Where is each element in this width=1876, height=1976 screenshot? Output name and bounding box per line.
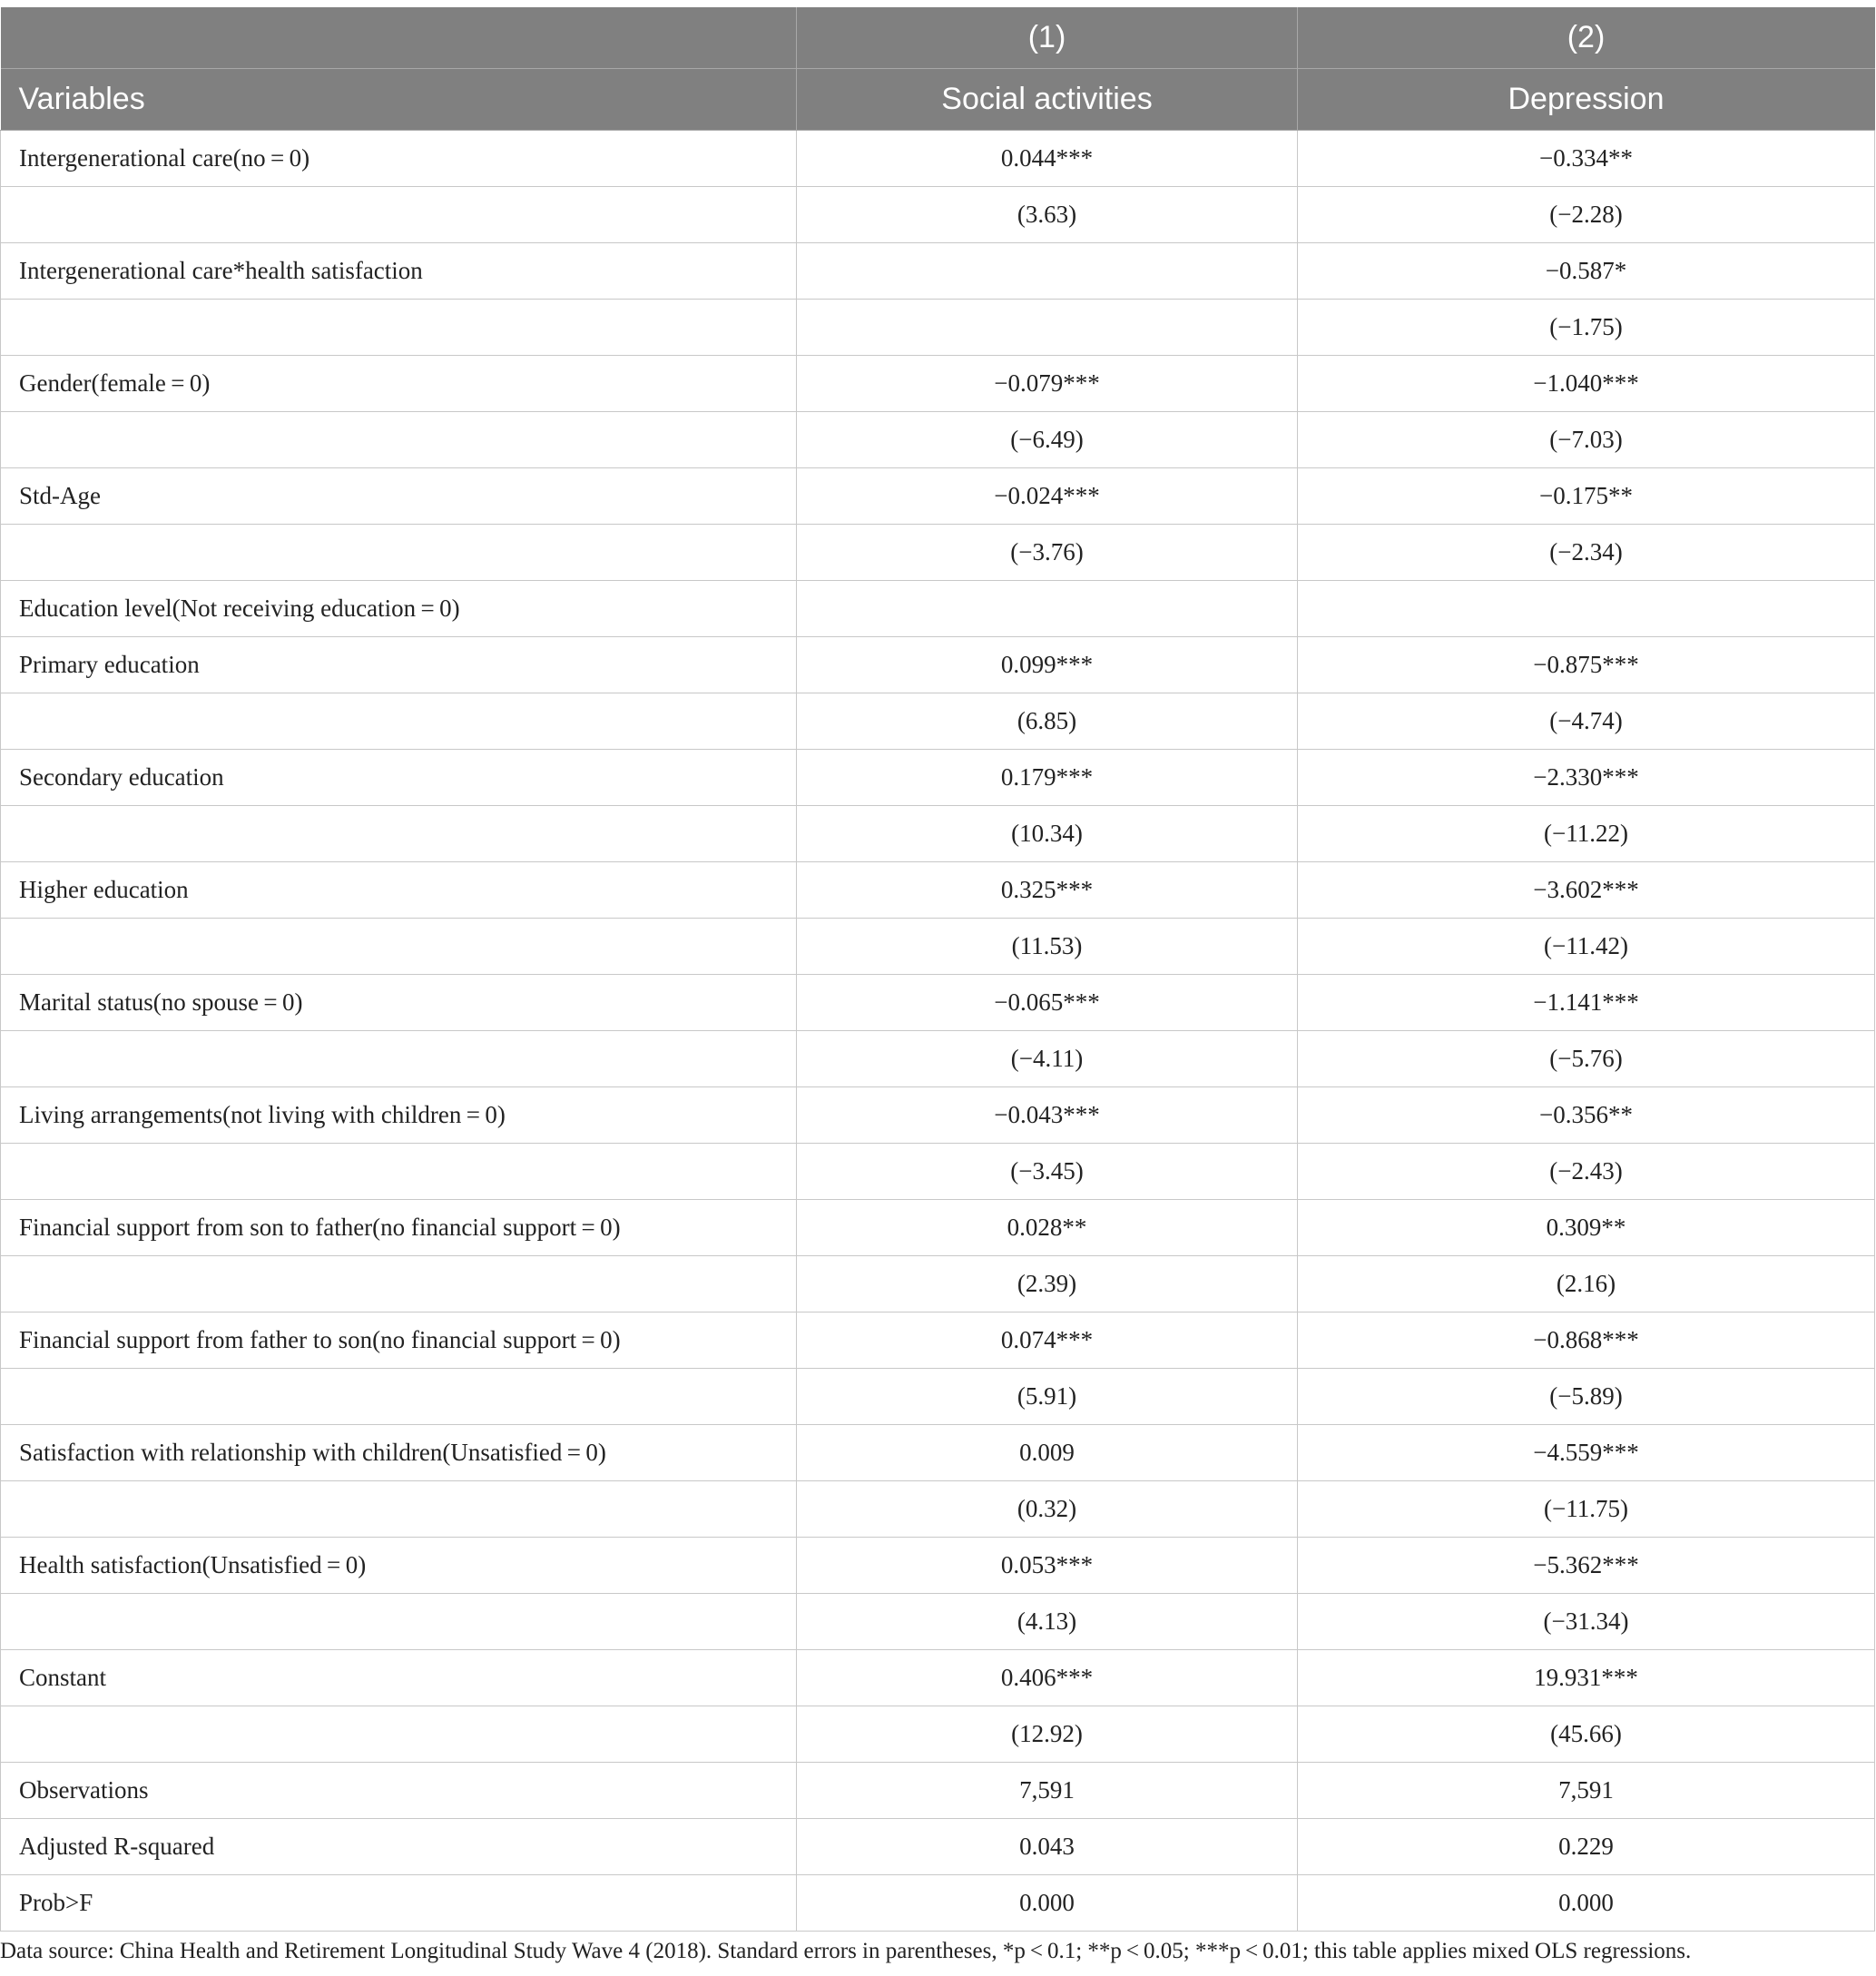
variable-cell: Intergenerational care(no = 0) <box>1 131 797 187</box>
table-row <box>1 187 1875 243</box>
depression-cell: (−31.34) <box>1298 1594 1875 1650</box>
variable-cell <box>1 1256 797 1312</box>
table-row <box>1 356 1875 412</box>
social-activities-cell <box>797 581 1298 637</box>
table-header <box>1 7 1875 131</box>
depression-cell: −0.868*** <box>1298 1312 1875 1369</box>
table-row <box>1 975 1875 1031</box>
depression-cell: (−11.42) <box>1298 919 1875 975</box>
depression-cell: −0.875*** <box>1298 637 1875 693</box>
table-row <box>1 1312 1875 1369</box>
depression-cell: (45.66) <box>1298 1706 1875 1763</box>
depression-cell: −0.334** <box>1298 131 1875 187</box>
variable-cell <box>1 1594 797 1650</box>
social-activities-cell: (3.63) <box>797 187 1298 243</box>
variable-cell <box>1 1144 797 1200</box>
regression-table <box>0 7 1875 1932</box>
table-row <box>1 1369 1875 1425</box>
social-activities-cell: 0.009 <box>797 1425 1298 1481</box>
depression-cell: −1.040*** <box>1298 356 1875 412</box>
table-row <box>1 1256 1875 1312</box>
variable-cell: Observations <box>1 1763 797 1819</box>
header-depression: Depression <box>1298 69 1875 131</box>
variable-cell: Std-Age <box>1 468 797 525</box>
depression-cell: −1.141*** <box>1298 975 1875 1031</box>
depression-cell: (−7.03) <box>1298 412 1875 468</box>
variable-cell <box>1 300 797 356</box>
regression-table-container <box>0 7 1876 1932</box>
depression-cell: −0.587* <box>1298 243 1875 300</box>
table-row <box>1 806 1875 862</box>
variable-cell <box>1 1706 797 1763</box>
depression-cell: 0.000 <box>1298 1875 1875 1932</box>
social-activities-cell: −0.065*** <box>797 975 1298 1031</box>
depression-cell: −5.362*** <box>1298 1538 1875 1594</box>
social-activities-cell: (11.53) <box>797 919 1298 975</box>
social-activities-cell: 0.053*** <box>797 1538 1298 1594</box>
variable-cell <box>1 412 797 468</box>
table-row <box>1 300 1875 356</box>
social-activities-cell <box>797 300 1298 356</box>
variable-cell: Education level(Not receiving education = 0) <box>1 581 797 637</box>
header-model-2: (2) <box>1298 7 1875 69</box>
variable-cell: Constant <box>1 1650 797 1706</box>
social-activities-cell: (0.32) <box>797 1481 1298 1538</box>
social-activities-cell: −0.043*** <box>797 1087 1298 1144</box>
header-model-1: (1) <box>797 7 1298 69</box>
depression-cell: (−5.76) <box>1298 1031 1875 1087</box>
table-row <box>1 750 1875 806</box>
variable-cell <box>1 1481 797 1538</box>
table-footnote: Data source: China Health and Retirement Longitudinal Study Wave 4 (2018). Standard errors in parentheses, *p < 0.1; **p < 0.05; ***p < 0.01; this table applies mixed OLS regressions. <box>0 1939 1692 1963</box>
table-row <box>1 1650 1875 1706</box>
variable-cell <box>1 1369 797 1425</box>
depression-cell: −2.330*** <box>1298 750 1875 806</box>
table-row <box>1 1538 1875 1594</box>
social-activities-cell: (4.13) <box>797 1594 1298 1650</box>
variable-cell: Health satisfaction(Unsatisfied = 0) <box>1 1538 797 1594</box>
header-empty-cell <box>1 7 797 69</box>
table-row <box>1 468 1875 525</box>
header-row-column-names <box>1 69 1875 131</box>
social-activities-cell: (−3.76) <box>797 525 1298 581</box>
variable-cell: Marital status(no spouse = 0) <box>1 975 797 1031</box>
depression-cell: (−5.89) <box>1298 1369 1875 1425</box>
depression-cell: (−2.43) <box>1298 1144 1875 1200</box>
table-row <box>1 1200 1875 1256</box>
variable-cell: Higher education <box>1 862 797 919</box>
variable-cell <box>1 919 797 975</box>
variable-cell: Primary education <box>1 637 797 693</box>
social-activities-cell: (−6.49) <box>797 412 1298 468</box>
depression-cell: (−2.34) <box>1298 525 1875 581</box>
header-row-model-numbers <box>1 7 1875 69</box>
header-variables: Variables <box>1 69 797 131</box>
social-activities-cell <box>797 243 1298 300</box>
social-activities-cell: 0.179*** <box>797 750 1298 806</box>
depression-cell: (−2.28) <box>1298 187 1875 243</box>
table-row <box>1 1875 1875 1932</box>
table-row <box>1 1087 1875 1144</box>
variable-cell <box>1 693 797 750</box>
table-row <box>1 1763 1875 1819</box>
table-row <box>1 862 1875 919</box>
variable-cell: Adjusted R-squared <box>1 1819 797 1875</box>
depression-cell: 7,591 <box>1298 1763 1875 1819</box>
variable-cell: Prob>F <box>1 1875 797 1932</box>
depression-cell: (−4.74) <box>1298 693 1875 750</box>
depression-cell: 19.931*** <box>1298 1650 1875 1706</box>
depression-cell: 0.309** <box>1298 1200 1875 1256</box>
variable-cell <box>1 806 797 862</box>
header-social-activities: Social activities <box>797 69 1298 131</box>
variable-cell: Intergenerational care*health satisfaction <box>1 243 797 300</box>
social-activities-cell: 0.000 <box>797 1875 1298 1932</box>
variable-cell <box>1 525 797 581</box>
table-row <box>1 1594 1875 1650</box>
table-row <box>1 131 1875 187</box>
social-activities-cell: 0.044*** <box>797 131 1298 187</box>
social-activities-cell: 7,591 <box>797 1763 1298 1819</box>
table-row <box>1 412 1875 468</box>
social-activities-cell: 0.099*** <box>797 637 1298 693</box>
table-row <box>1 919 1875 975</box>
table-row <box>1 581 1875 637</box>
table-row <box>1 693 1875 750</box>
table-row <box>1 1425 1875 1481</box>
table-body <box>1 131 1875 1932</box>
table-row <box>1 637 1875 693</box>
social-activities-cell: −0.024*** <box>797 468 1298 525</box>
depression-cell: (−11.22) <box>1298 806 1875 862</box>
social-activities-cell: (−4.11) <box>797 1031 1298 1087</box>
social-activities-cell: (6.85) <box>797 693 1298 750</box>
social-activities-cell: (−3.45) <box>797 1144 1298 1200</box>
social-activities-cell: (12.92) <box>797 1706 1298 1763</box>
variable-cell: Living arrangements(not living with children = 0) <box>1 1087 797 1144</box>
depression-cell: 0.229 <box>1298 1819 1875 1875</box>
depression-cell: −4.559*** <box>1298 1425 1875 1481</box>
table-row <box>1 1144 1875 1200</box>
depression-cell: (−11.75) <box>1298 1481 1875 1538</box>
social-activities-cell: 0.325*** <box>797 862 1298 919</box>
social-activities-cell: (10.34) <box>797 806 1298 862</box>
table-row <box>1 1481 1875 1538</box>
depression-cell: −3.602*** <box>1298 862 1875 919</box>
depression-cell: −0.356** <box>1298 1087 1875 1144</box>
social-activities-cell: −0.079*** <box>797 356 1298 412</box>
table-row <box>1 525 1875 581</box>
variable-cell: Satisfaction with relationship with children(Unsatisfied = 0) <box>1 1425 797 1481</box>
table-row <box>1 243 1875 300</box>
table-row <box>1 1706 1875 1763</box>
table-row <box>1 1819 1875 1875</box>
variable-cell: Financial support from father to son(no financial support = 0) <box>1 1312 797 1369</box>
depression-cell <box>1298 581 1875 637</box>
depression-cell: (−1.75) <box>1298 300 1875 356</box>
social-activities-cell: 0.074*** <box>797 1312 1298 1369</box>
variable-cell: Gender(female = 0) <box>1 356 797 412</box>
social-activities-cell: (2.39) <box>797 1256 1298 1312</box>
social-activities-cell: (5.91) <box>797 1369 1298 1425</box>
table-row <box>1 1031 1875 1087</box>
variable-cell: Secondary education <box>1 750 797 806</box>
depression-cell: −0.175** <box>1298 468 1875 525</box>
social-activities-cell: 0.043 <box>797 1819 1298 1875</box>
variable-cell: Financial support from son to father(no financial support = 0) <box>1 1200 797 1256</box>
variable-cell <box>1 187 797 243</box>
social-activities-cell: 0.406*** <box>797 1650 1298 1706</box>
variable-cell <box>1 1031 797 1087</box>
depression-cell: (2.16) <box>1298 1256 1875 1312</box>
social-activities-cell: 0.028** <box>797 1200 1298 1256</box>
